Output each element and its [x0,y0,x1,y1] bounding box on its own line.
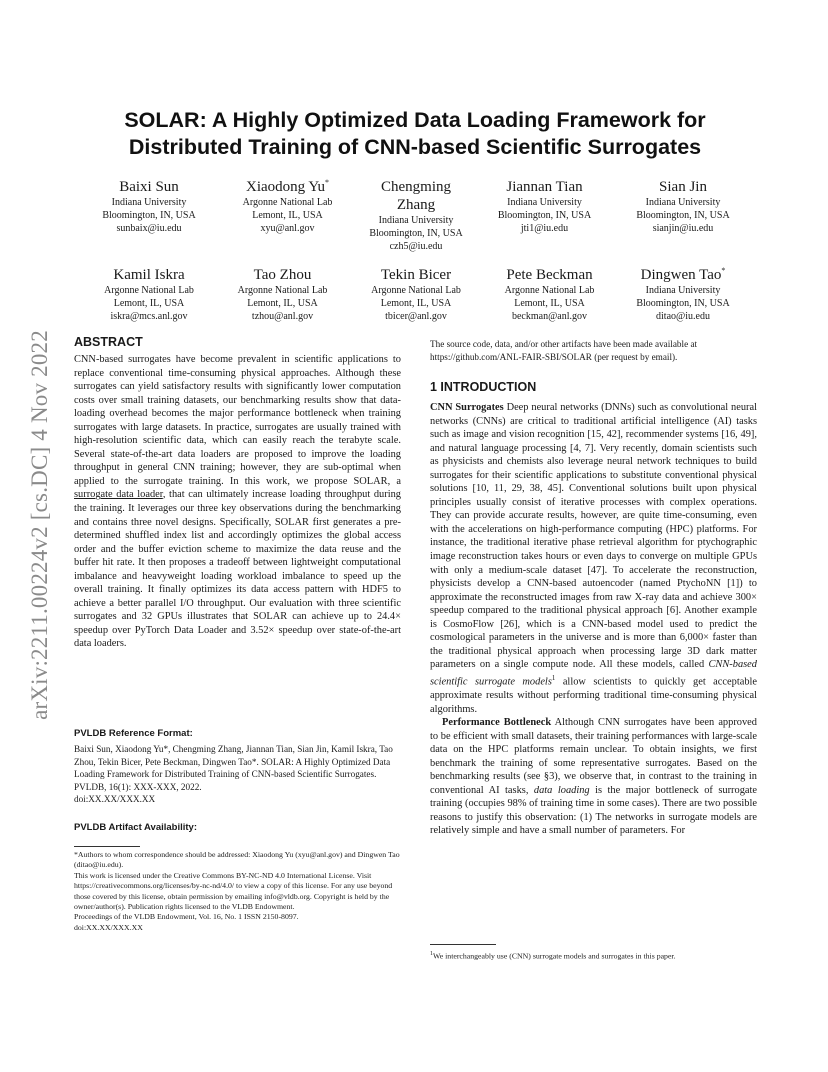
introduction-heading: 1 INTRODUCTION [430,380,537,394]
artifact-heading: PVLDB Artifact Availability: [74,822,197,833]
footnote-rule [430,944,496,945]
author-name: Tekin Bicer [380,267,452,283]
abstract-section [74,335,401,651]
footnote-license: This work is licensed under the Creative Commons BY-NC-ND 4.0 International License. Visit https://creativecommons.org/licenses/by-nc-nd/4.0/ to view a copy of this license. For any use beyond those covered by this license, obtain permission by emailing info@vldb.org. Copyright is held by the owner/author(s). Publication rights licensed to the VLDB Endowment. [74,870,393,912]
author-email: jti1@iu.edu [520,223,569,235]
author-email: ditao@iu.edu [656,311,710,323]
author-block: Tekin Bicer Argonne National Lab Lemont, IL, USA tbicer@anl.gov [351,266,481,324]
reference-format [74,728,401,805]
reference-format-text: Baixi Sun, Xiaodong Yu*, Chengming Zhang, Jiannan Tian, Sian Jin, Kamil Iskra, Tao Zhou, Tekin Bicer, Pete Beckman, Dingwen Tao*. SOLAR: A Highly Optimized Data Loading Framework for Distributed Training of CNN-based Scientific Surrogates. PVLDB, 16(1): XXX-XXX, 2022. [74,744,393,792]
author-name: Chengming Zhang [381,179,451,213]
author-block: Chengming Zhang Indiana University Bloomington, IN, USA czh5@iu.edu [361,178,471,254]
author-email: sunbaix@iu.edu [116,223,182,235]
author-name: Kamil Iskra [113,267,185,283]
author-email: czh5@iu.edu [389,241,443,253]
introduction-section [430,380,757,838]
footnote-correspondence: *Authors to whom correspondence should be addressed: Xiaodong Yu (xyu@anl.gov) and Dingwen Tao (ditao@iu.edu). [74,850,400,870]
footnote-doi: doi:XX.XX/XXX.XX [74,922,143,932]
reference-format-heading: PVLDB Reference Format: [74,728,193,739]
author-name: Sian Jin [659,179,707,195]
artifact-availability [74,822,401,834]
author-name: Pete Beckman [506,267,593,283]
author-block: Dingwen Tao* Indiana University Bloomington, IN, USA ditao@iu.edu [618,266,748,324]
footnote-surrogates: We interchangeably use (CNN) surrogate models and surrogates in this paper. [433,951,676,961]
footnote-proceedings: Proceedings of the VLDB Endowment, Vol. 16, No. 1 ISSN 2150-8097. [74,912,299,922]
author-block: Jiannan Tian Indiana University Bloomington, IN, USA jti1@iu.edu [480,178,610,254]
author-email: sianjin@iu.edu [652,223,714,235]
author-name: Tao Zhou [253,267,312,283]
abstract-heading: ABSTRACT [74,335,143,349]
author-block: Baixi Sun Indiana University Bloomington, IN, USA sunbaix@iu.edu [84,178,214,254]
author-name: Jiannan Tian [506,179,583,195]
abstract-emphasis: surrogate data loader [74,489,163,501]
artifact-text: The source code, data, and/or other artifacts have been made available at https://github.com/ANL-FAIR-SBI/SOLAR (per request by email). [430,339,698,362]
author-name: Xiaodong Yu [245,179,326,195]
author-email: iskra@mcs.anl.gov [110,311,188,323]
author-email: xyu@anl.gov [260,223,315,235]
reference-doi: doi:XX.XX/XXX.XX [74,794,156,805]
arxiv-sidebar-stamp [22,290,58,760]
author-name: Dingwen Tao [640,267,722,283]
author-block: Pete Beckman Argonne National Lab Lemont, IL, USA beckman@anl.gov [485,266,615,324]
author-email: tzhou@anl.gov [251,311,314,323]
author-block: Sian Jin Indiana University Bloomington, IN, USA sianjin@iu.edu [618,178,748,254]
author-name: Baixi Sun [119,179,179,195]
paper-title: SOLAR: A Highly Optimized Data Loading Framework for Distributed Training of CNN-based Scientific Surrogates [124,108,706,159]
footnote-rule [74,846,140,847]
paragraph-lead: CNN Surrogates [430,402,504,413]
author-block: Kamil Iskra Argonne National Lab Lemont, IL, USA iskra@mcs.anl.gov [84,266,214,324]
author-row-2 [84,266,748,324]
intro-paragraph-2: Performance Bottleneck Although CNN surrogates have been approved to be efficient with small datasets, their training performances with large-scale data on the HPC platforms remain unclear. To obtain insights, we first benchmark the training of some representative surrogates. Based on the benchmarking results (see §3), we observe that, in contrast to the training in conventional AI tasks, data loading is the major bottleneck of surrogate training (occupies 98% of training time in some cases). There are two possible reasons to justify this observation: (1) The networks in surrogate models are relatively simple and have a small number of parameters. For [430,717,757,837]
author-email: beckman@anl.gov [511,311,588,323]
author-email: tbicer@anl.gov [385,311,447,323]
author-block: Xiaodong Yu* Argonne National Lab Lemont, IL, USA xyu@anl.gov [223,178,353,254]
paragraph-lead: Performance Bottleneck [442,717,552,729]
intro-paragraph-1: CNN Surrogates Deep neural networks (DNNs) such as convolutional neural networks (CNNs) are critical to traditional artificial intelligence (AI) tasks such as image and vision recognition [15, 42], recommender systems [16, 49], and natural language processing [4, 7]. Very recently, domain scientists such as physicists and chemists also leverage neural network techniques to build surrogates for their scientific applications to substitute conventional physical solutions [10, 11, 29, 38, 45]. Conventional solutions built upon physical principles usually consist of iterative processes with complex operations. They can provide accurate results, however, are quite time-consuming, even with the accelerations on high-performance computing (HPC) platforms. For instance, the traditional iterative phase retrieval algorithm for ptychographic image reconstruction takes hours or even days to converge on multiple GPUs with only a medium-scale dataset [47]. To accelerate the reconstruction, physicists develop a CNN-based autoencoder (named PtychoNN [1]) to approximate the reconstructed images from raw X-ray data and achieve 300× speedup compared to the traditional physical approach [6]. Another example is CosmoFlow [26], which is a CNN-based model used to predict the cosmological parameters in the universe and is more than 6,000× faster than the traditional physical approach when processing large 3D dark matter parameters on a single compute node. All these models, called CNN-based scientific surrogate models$^1$ allow scientists to quickly get acceptable approximate results without performing traditional time-consuming physical algorithms. [430,402,758,715]
footnote-right: $^1$We interchangeably use (CNN) surrogate models and surrogates in this paper. [430,944,757,962]
footnotes-left [74,846,401,933]
abstract-text: CNN-based surrogates have become prevalent in scientific applications to replace conventional time-consuming physical approaches. Although these surrogates can yield satisfactory results with significantly lower computation costs over small training datasets, our benchmarking results show that data-loading overhead becomes the major performance bottleneck when training surrogates with large datasets. In practice, surrogates are usually trained with high-resolution scientific data, which can easily reach the terabyte scale. Several state-of-the-art data loaders are proposed to improve the loading throughput in general CNN training; however, they are sub-optimal when applied to the surrogate training. In this work, we propose SOLAR, a surrogate data loader, that can ultimately increase loading throughput during the training. It leverages our three key observations during the benchmarking and contains three novel designs. Specifically, SOLAR first generates a pre-determined shuffled index list and accordingly optimizes the global access order and the buffer eviction scheme to maximize the data reuse and the buffer hit rate. It then proposes a tradeoff between lightweight computational imbalance and heavyweight loading workload imbalance to speed up the overall training. It finally optimizes its data access pattern with HDF5 to achieve a better parallel I/O throughput. Our evaluation with three scientific surrogates and 32 GPUs illustrates that SOLAR can achieve up to 24.4× speedup over PyTorch Data Loader and 3.52× speedup over state-of-the-art data loaders. [74,354,401,650]
author-block: Tao Zhou Argonne National Lab Lemont, IL, USA tzhou@anl.gov [218,266,348,324]
arxiv-id: arXiv:2211.00224v2 [cs.DC] 4 Nov 2022 [27,330,52,720]
author-row-1 [84,178,748,254]
